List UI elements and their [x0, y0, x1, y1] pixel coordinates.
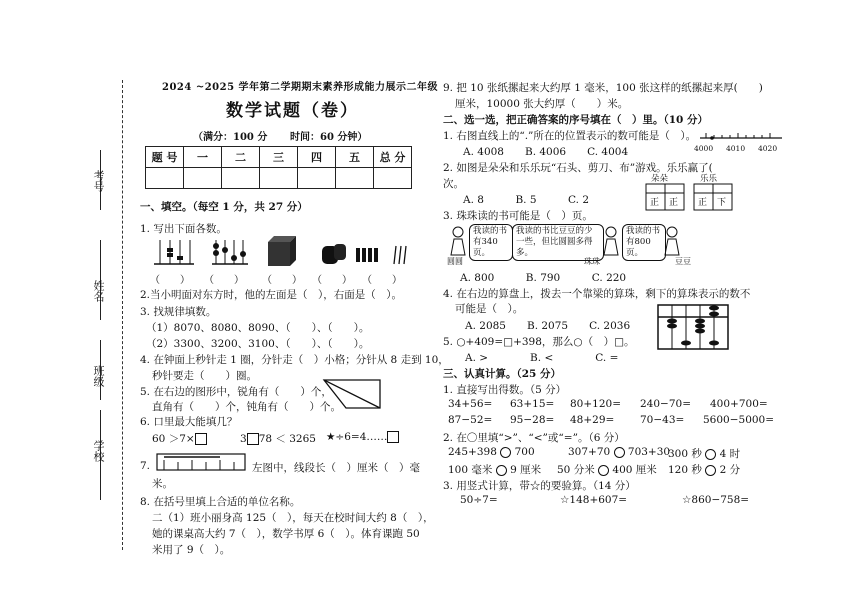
- number-line-tick-label: 4020: [758, 144, 778, 153]
- q6-item-3-text: ★÷6=4……: [326, 431, 388, 443]
- section-calculation: 三、认真计算。（25 分）: [443, 368, 562, 380]
- score-header-cell: 二: [222, 147, 260, 168]
- compare-left: 100 毫米: [448, 464, 493, 476]
- compare-item: [448, 462, 541, 477]
- choice-5-options: A. > B. < C. =: [465, 352, 619, 364]
- fold-line: [122, 80, 123, 550]
- choice-5-text: 5. ○+409=□+398，那么○（ ）□。: [443, 336, 635, 348]
- ten-sticks: [356, 248, 378, 262]
- compare-right: 2 分: [719, 464, 741, 476]
- choice-4-text-cont: 可能是（ ）。: [455, 303, 524, 315]
- section-fill-in: 一、填空。（每空 1 分，共 27 分）: [140, 201, 308, 213]
- thousand-cube: [268, 236, 296, 266]
- counter-abacus-2: [212, 240, 248, 264]
- q7-text: 左图中，线段长（ ）厘米（ ）毫: [252, 462, 420, 474]
- choice-4-text: 4. 在右边的算盘上，拨去一个靠梁的算珠，剩下的算珠表示的数不: [443, 288, 751, 300]
- compare-right: 700: [514, 446, 535, 458]
- q2-text: 2.当小明面对东方时，他的左面是（ ），右面是（ ）。: [140, 289, 403, 301]
- q6-item-2: [240, 431, 316, 446]
- full-score: （满分：100 分: [193, 132, 268, 143]
- speech-bubble: 我读的书有800页。: [622, 224, 666, 261]
- choice-3-text: 3. 珠珠读的书可能是（ ）页。: [443, 210, 593, 222]
- oral-calc-item: 63+15=: [510, 398, 555, 410]
- choice-1-text: 1. 右图直线上的“.”所在的位置表示的数可能是（ ）。: [443, 130, 697, 142]
- q4-text: 4. 在钟面上秒针走 1 圈，分针走（ ）小格；分针从 8 走到 10，: [140, 354, 449, 366]
- score-cell[interactable]: [336, 168, 374, 189]
- oral-calc-item: 240−70=: [640, 398, 691, 410]
- score-header-cell: 三: [260, 147, 298, 168]
- oral-calc-item: 5600−5000=: [703, 414, 775, 426]
- compare-item: [668, 446, 740, 461]
- q1-blank[interactable]: （ ）: [150, 275, 190, 286]
- exam-title: 数学试题（卷）: [226, 101, 359, 121]
- oral-calc-item: 34+56=: [448, 398, 493, 410]
- q8-line-2: 她的课桌高大约 7（ ），数学书厚 6（ ）。体育课跑 50: [152, 528, 420, 540]
- q8-line-3: 米用了 9（ ）。: [152, 544, 231, 556]
- compare-circle[interactable]: [705, 465, 716, 476]
- q7-text-cont: 米。: [152, 478, 173, 490]
- score-cell[interactable]: [146, 168, 184, 189]
- q5-text-cont: 直角有（ ）个，钝角有（ ）个。: [152, 401, 341, 413]
- score-cell[interactable]: [222, 168, 260, 189]
- vertical-calc-item: 50÷7=: [460, 494, 498, 506]
- binding-strip: [0, 0, 128, 608]
- compare-item: [557, 462, 657, 477]
- choice-2-text: 2. 如图是朵朵和乐乐玩“石头、剪刀、布”游戏。乐乐赢了(: [443, 162, 713, 174]
- q4-text-cont: 秒针要走（ ）圈。: [152, 370, 257, 382]
- q5-shape: [322, 378, 384, 410]
- player-name: 朵朵: [651, 174, 669, 184]
- compare-left: 120 秒: [668, 464, 702, 476]
- answer-box[interactable]: [387, 431, 399, 443]
- q6-item-2-text: 78 ＜ 3265: [258, 433, 316, 445]
- exam-time: 时间：60 分钟）: [290, 132, 368, 143]
- oral-calc-item: 400+700=: [710, 398, 768, 410]
- q1-blank[interactable]: （ ）: [312, 275, 352, 286]
- svg-text:正: 正: [669, 198, 679, 208]
- compare-right: 400 厘米: [612, 464, 657, 476]
- q3-prompt: 3. 找规律填数。: [140, 306, 217, 318]
- number-line-tick-label: 4000: [694, 144, 714, 153]
- q1-blank[interactable]: （ ）: [204, 275, 244, 286]
- child-name: 圆圆: [447, 257, 463, 266]
- q3-sequence-2: （2）3300、3200、3100、（ ）、（ ）。: [146, 338, 370, 350]
- oral-calc-item: 48+29=: [570, 414, 615, 426]
- score-header-cell: 总 分: [374, 147, 412, 168]
- compare-right: 703+30: [627, 446, 671, 458]
- compare-circle[interactable]: [705, 449, 716, 460]
- q9-text-cont: 厘米，10000 张大约厚（ ）米。: [455, 98, 629, 110]
- counter-abacus-1: [154, 240, 194, 264]
- compare-item: [568, 446, 670, 458]
- score-cell[interactable]: [298, 168, 336, 189]
- ruler: [156, 452, 248, 474]
- speech-bubble: 我读的书比豆豆的少一些，但比圆圆多得多。: [512, 224, 604, 261]
- compare-item: [448, 446, 535, 458]
- exam-number-label: 考号: [92, 170, 105, 192]
- hundred-flats: [322, 244, 346, 264]
- score-header-cell: 五: [336, 147, 374, 168]
- q1-blank[interactable]: （ ）: [362, 275, 402, 286]
- speech-bubble: 我读的书有340页。: [469, 224, 513, 261]
- child-name: 豆豆: [675, 257, 691, 266]
- q6-item-1-text: 60 ＞7×: [152, 433, 195, 445]
- score-header-cell: 四: [298, 147, 336, 168]
- calc-1-prompt: 1. 直接写出得数。（5 分）: [443, 384, 567, 396]
- compare-left: 307+70: [568, 446, 611, 458]
- svg-text:正: 正: [650, 198, 660, 208]
- class-label: 班级: [92, 365, 105, 387]
- child-figure-icon: [661, 225, 683, 257]
- vertical-calc-item: ☆860−758=: [682, 494, 750, 506]
- choice-4-options: A. 2085 B. 2075 C. 2036: [465, 320, 631, 332]
- q3-sequence-1: （1）8070、8080、8090、（ ）、（ ）。: [146, 322, 370, 334]
- q6-prompt: 6. 口里最大能填几？: [140, 416, 238, 428]
- compare-left: 50 分米: [557, 464, 595, 476]
- exam-header: 2024 ~2025 学年第二学期期末素养形成能力展示二年级: [162, 82, 439, 93]
- single-sticks: [394, 246, 406, 264]
- abacus: [656, 303, 730, 351]
- q5-text: 5. 在右边的图形中，锐角有（ ）个，: [140, 386, 332, 398]
- name-label: 姓名: [92, 280, 105, 302]
- compare-right: 4 时: [719, 448, 741, 460]
- child-figure-icon: [600, 225, 622, 257]
- oral-calc-item: 95−28=: [510, 414, 555, 426]
- q6-item-2-digit: 3: [240, 433, 247, 445]
- compare-circle[interactable]: [598, 465, 609, 476]
- compare-circle[interactable]: [500, 447, 511, 458]
- choice-1-options: A. 4008 B. 4006 C. 4004: [463, 146, 629, 158]
- number-line-tick-label: 4010: [726, 144, 746, 153]
- compare-circle[interactable]: [496, 465, 507, 476]
- q6-item-3: [326, 431, 399, 443]
- child-name: 珠珠: [584, 257, 600, 266]
- school-label: 学校: [92, 440, 105, 462]
- choice-3-options: A. 800 B. 790 C. 220: [460, 272, 627, 284]
- tally-tables: [645, 183, 733, 213]
- score-cell[interactable]: [260, 168, 298, 189]
- compare-left: 300 秒: [668, 448, 702, 460]
- oral-calc-item: 87−52=: [448, 414, 493, 426]
- score-cell[interactable]: [184, 168, 222, 189]
- answer-box[interactable]: [195, 433, 207, 445]
- q7-number: 7.: [140, 460, 151, 472]
- section-choice: 二、选一选，把正确答案的序号填在（ ）里。（10 分）: [443, 114, 709, 126]
- q8-prompt: 8. 在括号里填上合适的单位名称。: [140, 496, 301, 508]
- q8-line-1: 二（1）班小丽身高 125（ ），每天在校时间大约 8（ ），: [152, 512, 434, 524]
- oral-calc-item: 80+120=: [570, 398, 621, 410]
- player-name: 乐乐: [700, 174, 718, 184]
- compare-right: 9 厘米: [510, 464, 542, 476]
- score-header-cell: 一: [184, 147, 222, 168]
- oral-calc-item: 70−43=: [640, 414, 685, 426]
- calc-2-prompt: 2. 在〇里填“>”、“<”或“=”。（6 分）: [443, 432, 625, 444]
- svg-text:下: 下: [717, 198, 727, 208]
- compare-item: [668, 462, 740, 477]
- q1-prompt: 1. 写出下面各数。: [140, 223, 227, 235]
- child-figure-icon: [447, 225, 469, 257]
- score-table: [145, 146, 412, 189]
- answer-box[interactable]: [247, 433, 259, 445]
- compare-circle[interactable]: [614, 447, 625, 458]
- q6-item-1: [152, 431, 207, 446]
- score-header-cell: 题 号: [146, 147, 184, 168]
- vertical-calc-item: ☆148+607=: [560, 494, 628, 506]
- q1-pictures: [150, 234, 420, 274]
- score-cell[interactable]: [374, 168, 412, 189]
- choice-2-options: A. 8 B. 5 C. 2: [463, 194, 590, 206]
- compare-left: 245+398: [448, 446, 497, 458]
- calc-3-prompt: 3. 用竖式计算，带☆的要验算。（14 分）: [443, 480, 636, 492]
- q1-blank[interactable]: （ ）: [262, 275, 302, 286]
- svg-text:正: 正: [698, 198, 708, 208]
- choice-2-text-cont: 次。: [443, 178, 464, 190]
- q9-text: 9. 把 10 张纸摞起来大约厚 1 毫米，100 张这样的纸摞起来厚( ): [443, 82, 763, 94]
